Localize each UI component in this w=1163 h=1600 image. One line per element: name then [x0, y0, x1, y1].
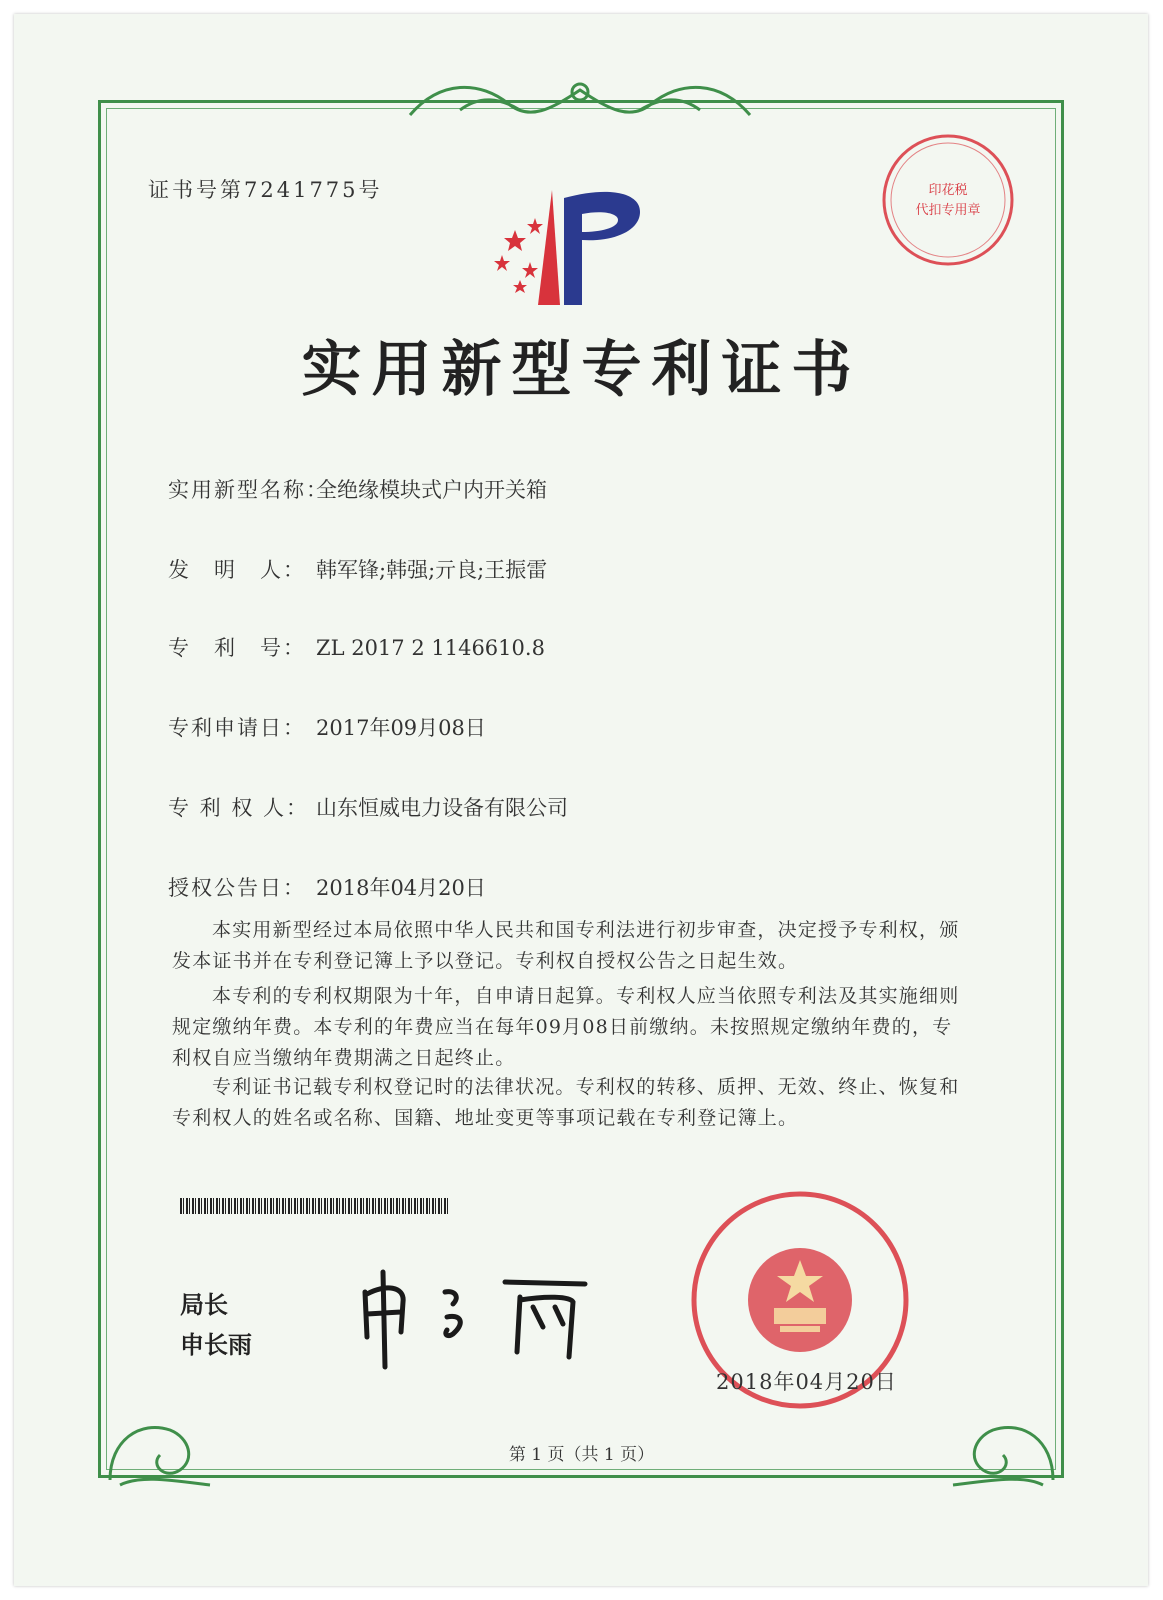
certificate-title: 实用新型专利证书 — [301, 335, 862, 405]
field-label: 专 利 权 人： — [168, 796, 310, 820]
field-label: 授权公告日： — [168, 876, 306, 900]
page-number: 第 1 页（共 1 页） — [508, 1445, 655, 1465]
barcode — [180, 1198, 450, 1214]
field-value: 全绝缘模块式户内开关箱 — [316, 478, 547, 502]
corner-ornament-bottom-right — [943, 1380, 1063, 1490]
issue-date: 2018年04月20日 — [716, 1370, 897, 1394]
field-patent-number — [168, 632, 545, 662]
svg-text:代扣专用章: 代扣专用章 — [915, 203, 981, 218]
corner-ornament-bottom-left — [100, 1380, 220, 1490]
field-value: 韩军锋;韩强;亓良;王振雷 — [316, 558, 548, 582]
field-grant-date — [168, 872, 486, 902]
certificate-number: 证书号第7241775号 — [148, 178, 383, 202]
body-paragraph — [172, 981, 972, 1074]
body-paragraph — [172, 1072, 972, 1134]
field-utility-model-name — [168, 474, 547, 504]
field-value: 2017年09月08日 — [316, 716, 486, 740]
field-label: 发 明 人： — [168, 558, 306, 582]
field-label: 专利申请日： — [168, 716, 306, 740]
paragraph-text: 专利证书记载专利权登记时的法律状况。专利权的转移、质押、无效、终止、恢复和专利权人的姓名或名称、国籍、地址变更等事项记载在专利登记簿上。 — [172, 1076, 960, 1129]
field-label: 实用新型名称： — [168, 478, 329, 502]
paragraph-text: 本专利的专利权期限为十年，自申请日起算。专利权人应当依照专利法及其实施细则规定缴纳年费。本专利的年费应当在每年09月08日前缴纳。未按照规定缴纳年费的，专利权自应当缴纳年费期满之日起终止。 — [172, 985, 960, 1069]
paragraph-text: 本实用新型经过本局依照中华人民共和国专利法进行初步审查，决定授予专利权，颁发本证书并在专利登记簿上予以登记。专利权自授权公告之日起生效。 — [172, 919, 960, 972]
field-value: 山东恒威电力设备有限公司 — [316, 796, 568, 820]
director-name: 申长雨 — [180, 1331, 252, 1359]
field-label: 专 利 号： — [168, 636, 306, 660]
field-application-date — [168, 712, 486, 742]
patent-office-logo — [490, 180, 660, 310]
field-patentee — [168, 792, 568, 822]
top-ornament — [400, 70, 760, 130]
svg-text:印花税: 印花税 — [928, 183, 968, 198]
director-title: 局长 — [180, 1291, 228, 1319]
body-paragraph — [172, 915, 972, 977]
director-signature — [355, 1262, 595, 1372]
field-value: 2018年04月20日 — [316, 876, 486, 900]
tax-stamp — [878, 130, 1018, 270]
field-value: ZL 2017 2 1146610.8 — [316, 636, 545, 660]
field-inventors — [168, 554, 547, 584]
